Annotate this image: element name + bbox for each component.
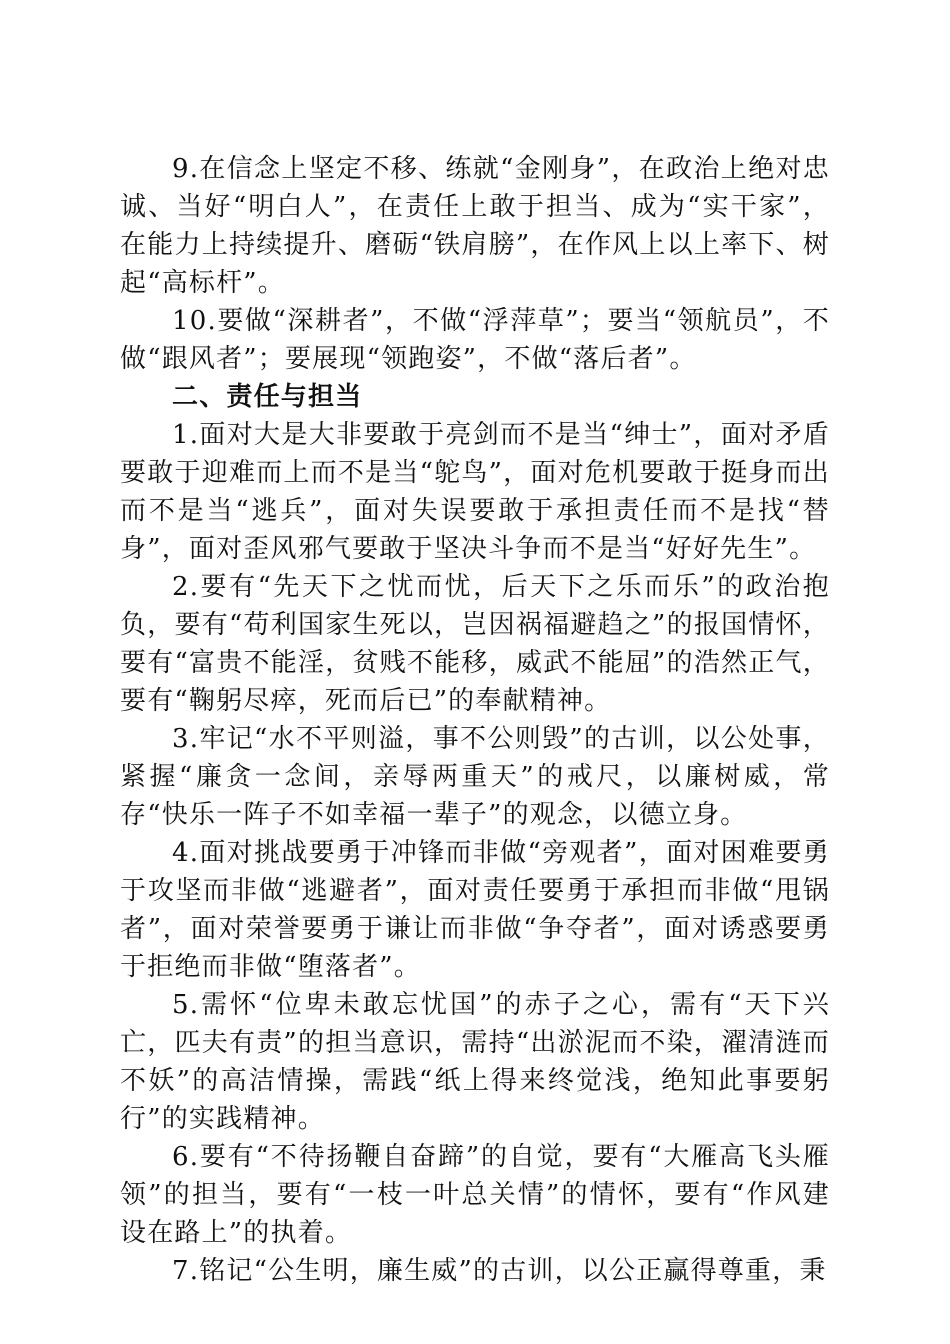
paragraph-item-9: 9.在信念上坚定不移、练就“金刚身”，在政治上绝对忠诚、当好“明白人”，在责任上敢于担当、成为“实干家”，在能力上持续提升、磨砺“铁肩膀”，在作风上以上率下、树起“高标杆”。 <box>120 154 830 298</box>
paragraph-item-10: 10.要做“深耕者”，不做“浮萍草”；要当“领航员”，不做“跟风者”；要展现“领跑姿”，不做“落后者”。 <box>120 306 830 374</box>
paragraph-item-4: 4.面对挑战要勇于冲锋而非做“旁观者”，面对困难要勇于攻坚而非做“逃避者”，面对责任要勇于承担而非做“甩锅者”，面对荣誉要勇于谦让而非做“争夺者”，面对诱惑要勇于拒绝而非做“堕落者”。 <box>120 838 830 982</box>
paragraph-item-2: 2.要有“先天下之忧而忧，后天下之乐而乐”的政治抱负，要有“苟利国家生死以，岂因祸福避趋之”的报国情怀，要有“富贵不能淫，贫贱不能移，威武不能屈”的浩然正气，要有“鞠躬尽瘁，死而后已”的奉献精神。 <box>120 572 830 716</box>
paragraph-item-5: 5.需怀“位卑未敢忘忧国”的赤子之心，需有“天下兴亡，匹夫有责”的担当意识，需持“出淤泥而不染，濯清涟而不妖”的高洁情操，需践“纸上得来终觉浅，绝知此事要躬行”的实践精神。 <box>120 990 830 1134</box>
document-body <box>120 150 830 1290</box>
paragraph-item-6: 6.要有“不待扬鞭自奋蹄”的自觉，要有“大雁高飞头雁领”的担当，要有“一枝一叶总关情”的情怀，要有“作风建设在路上”的执着。 <box>120 1142 830 1248</box>
paragraph-item-3: 3.牢记“水不平则溢，事不公则毁”的古训，以公处事，紧握“廉贪一念间，亲辱两重天”的戒尺，以廉树威，常存“快乐一阵子不如幸福一辈子”的观念，以德立身。 <box>120 724 830 830</box>
section-heading: 二、责任与担当 <box>172 382 363 412</box>
paragraph-item-7: 7.铭记“公生明，廉生威”的古训，以公正赢得尊重，秉 <box>172 1256 827 1286</box>
paragraph-item-1: 1.面对大是大非要敢于亮剑而不是当“绅士”，面对矛盾要敢于迎难而上而不是当“鸵鸟”，面对危机要敢于挺身而出而不是当“逃兵”，面对失误要敢于承担责任而不是找“替身”，面对歪风邪气要敢于坚决斗争而不是当“好好先生”。 <box>120 420 830 564</box>
